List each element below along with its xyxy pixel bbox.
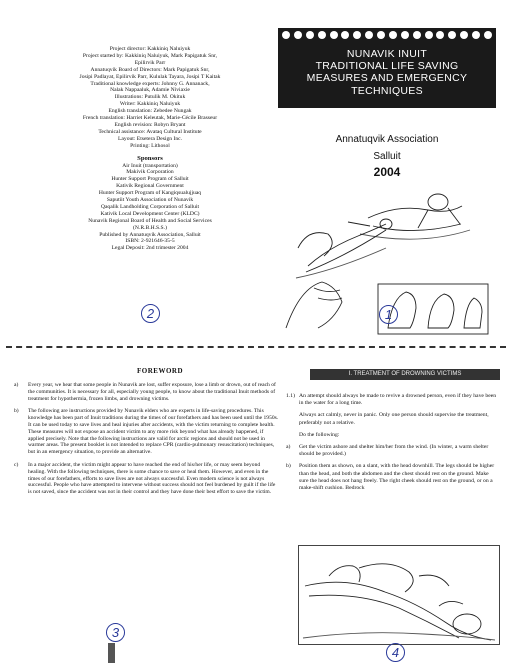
instruction-item: a) Get the victim ashore and shelter him/her from the wind. (In winter, a warm shelter should be provided.) — [286, 444, 489, 458]
border-dot — [401, 31, 409, 39]
sponsor-line: Saputiit Youth Association of Nunavik — [106, 197, 194, 204]
border-dot — [472, 31, 480, 39]
sponsor-line: Kativik Local Development Center (KLDC) — [100, 210, 200, 217]
cover-dot-border — [282, 31, 492, 39]
page-number-1: 1 — [379, 305, 398, 324]
credit-line: Annatuqvik Board of Directors: Mark Papigatuk Snr, — [90, 66, 210, 73]
credit-line: Traditional knowledge experts: Johnny G. Annanack, — [90, 80, 210, 87]
credit-line: Technical assistance: Avataq Cultural Institute — [98, 128, 202, 135]
credit-line: Writer: Kakkiniq Naluiyuk — [119, 101, 181, 108]
sponsor-line: ISBN: 2-921646-35-5 — [125, 238, 175, 245]
border-dot — [282, 31, 290, 39]
credit-line: Project director: Kakkiniq Naluiyuk — [109, 46, 191, 52]
cover-association: Annatuqvik Association — [335, 134, 439, 145]
cover-title-band — [278, 28, 496, 108]
border-dot — [318, 31, 326, 39]
border-dot — [436, 31, 444, 39]
cover-year: 2004 — [373, 165, 401, 179]
sponsor-line: Hunter Support Program of Salluit — [111, 176, 189, 183]
page-number-2: 2 — [141, 304, 160, 323]
border-dot — [425, 31, 433, 39]
sponsor-line: Makivik Corporation — [126, 169, 174, 176]
cover-title: NUNAVIK INUIT TRADITIONAL LIFE SAVING MEASURES AND EMERGENCY TECHNIQUES — [306, 48, 468, 97]
border-dot — [294, 31, 302, 39]
credit-line: English revision: Robyn Bryant — [114, 121, 186, 128]
page-number-3: 3 — [106, 623, 125, 642]
instruction-note: Always act calmly, never in panic. Only one person should supervise the treatment, preferably not a relative. — [299, 412, 489, 426]
border-dot — [413, 31, 421, 39]
sponsors-heading: Sponsors — [137, 155, 163, 162]
page-number-4: 4 — [386, 643, 405, 662]
credit-line: Printing: Lithosol — [130, 142, 170, 149]
sponsor-line: Nunavik Regional Board of Health and Social Services — [88, 217, 212, 224]
binding-mark — [108, 643, 115, 663]
instruction-item: b) Position them as shown, on a slant, with the head downhill. The legs should be higher than the head, and both the abdomen and the chest should rest on the ground. Make sure the head does not hang freely. The right cheek should rest on the ground, or on a make-shift cushion. Bedrock — [286, 463, 495, 492]
border-dot — [389, 31, 397, 39]
page-separator — [6, 346, 506, 348]
border-dot — [306, 31, 314, 39]
border-dot — [484, 31, 492, 39]
border-dot — [460, 31, 468, 39]
border-dot — [353, 31, 361, 39]
cover-village: Salluit — [373, 151, 401, 162]
border-dot — [448, 31, 456, 39]
sponsor-line: Kativik Regional Government — [116, 183, 184, 190]
instruction-item: 1.1) An attempt should always be made to revive a drowned person, even if they have been in the water for a long time. — [286, 393, 497, 407]
credit-line: Project started by: Kakkiniq Naluiyuk, Mark Papigatuk Snr, — [82, 52, 218, 59]
drowning-position-illustration — [298, 545, 500, 645]
border-dot — [377, 31, 385, 39]
credit-line: Illustrations: Putulik M. Okituk — [114, 94, 186, 101]
sponsor-line: Published by Annatuqvik Association, Salluit — [99, 231, 201, 238]
foreword-item: a) Every year, we hear that some people in Nunavik are lost, suffer exposure, lose a limb or drown, out of reach of the communities. It is necessary for all, especially young people, to know about the traditional Inuit methods of treatment for hypothermia, frozen limbs, and drowning victims. — [14, 382, 276, 402]
credit-line: Josipi Padlayat, Epilirvik Parr, Kululak Tayara, Josipi T Kaitak — [79, 73, 221, 80]
border-dot — [330, 31, 338, 39]
section-banner: I. TREATMENT OF DROWNING VICTIMS — [310, 369, 500, 380]
credit-line: French translation: Harriet Keleutak, Marie-Cécile Brasseur — [82, 115, 218, 122]
foreword-item: b) The following are instructions provided by Nunavik elders who are experts in life-saving procedures. This knowledge has been part of Inuit traditions during the times of our forefathers and has been used until the 1950s. It can be used today to save lives and heal injuries after accidents, with the victim returning to complete health. These measures will not expose an accident victim to any more risk beyond what has already happened, if applied precisely. Note that the following instructions are valid for arctic regions and should not be used in warmer areas. The present booklet is not intended to replace CPR (cardio-pulmonary resuscitation) techniques, but in an emergency situation, to provide an alternative. — [14, 408, 279, 456]
credit-line: English translation: Zebedee Nungak — [108, 108, 192, 115]
sponsor-line: Air Inuit (transportation) — [122, 162, 178, 169]
foreword-item: c) In a major accident, the victim might appear to have reached the end of his/her life, or may seem beyond healing. With the following techniques, there is some chance to save or heal them. However, and even in the times of our forefathers, efforts to save lives are not always successful. Even modern science is not always successful. People who have attempted to intervene without success should not feel burdened by guilt if the life is not saved, since the accident was not in their control and they have done their best effort to save the victim. — [14, 461, 276, 496]
border-dot — [365, 31, 373, 39]
border-dot — [341, 31, 349, 39]
illustration-hands — [286, 282, 342, 328]
sponsor-line: Legal Deposit: 2nd trimester 2004 — [111, 245, 189, 252]
foreword-body — [14, 382, 279, 502]
instruction-lead: Do the following: — [299, 431, 340, 438]
sponsor-line: Hunter Support Program of Kangiqsualujjuaq — [98, 190, 202, 197]
drowning-instructions — [286, 393, 498, 497]
sponsor-line: (N.R.B.H.S.S.) — [133, 224, 167, 231]
cover-page — [278, 28, 496, 352]
illustration-rescue-left — [296, 219, 392, 278]
credits-block — [40, 46, 260, 252]
sponsor-line: Qaqalik Landholding Corporation of Salluit — [100, 203, 200, 210]
credit-line: Layout: Etsetera Design Inc. — [118, 135, 182, 142]
credit-line: Epilirvik Parr — [134, 59, 166, 66]
credit-line: Nalak Nappaaluk, Adamie Niviaxie — [110, 87, 190, 94]
foreword-title: FOREWORD — [137, 367, 183, 375]
